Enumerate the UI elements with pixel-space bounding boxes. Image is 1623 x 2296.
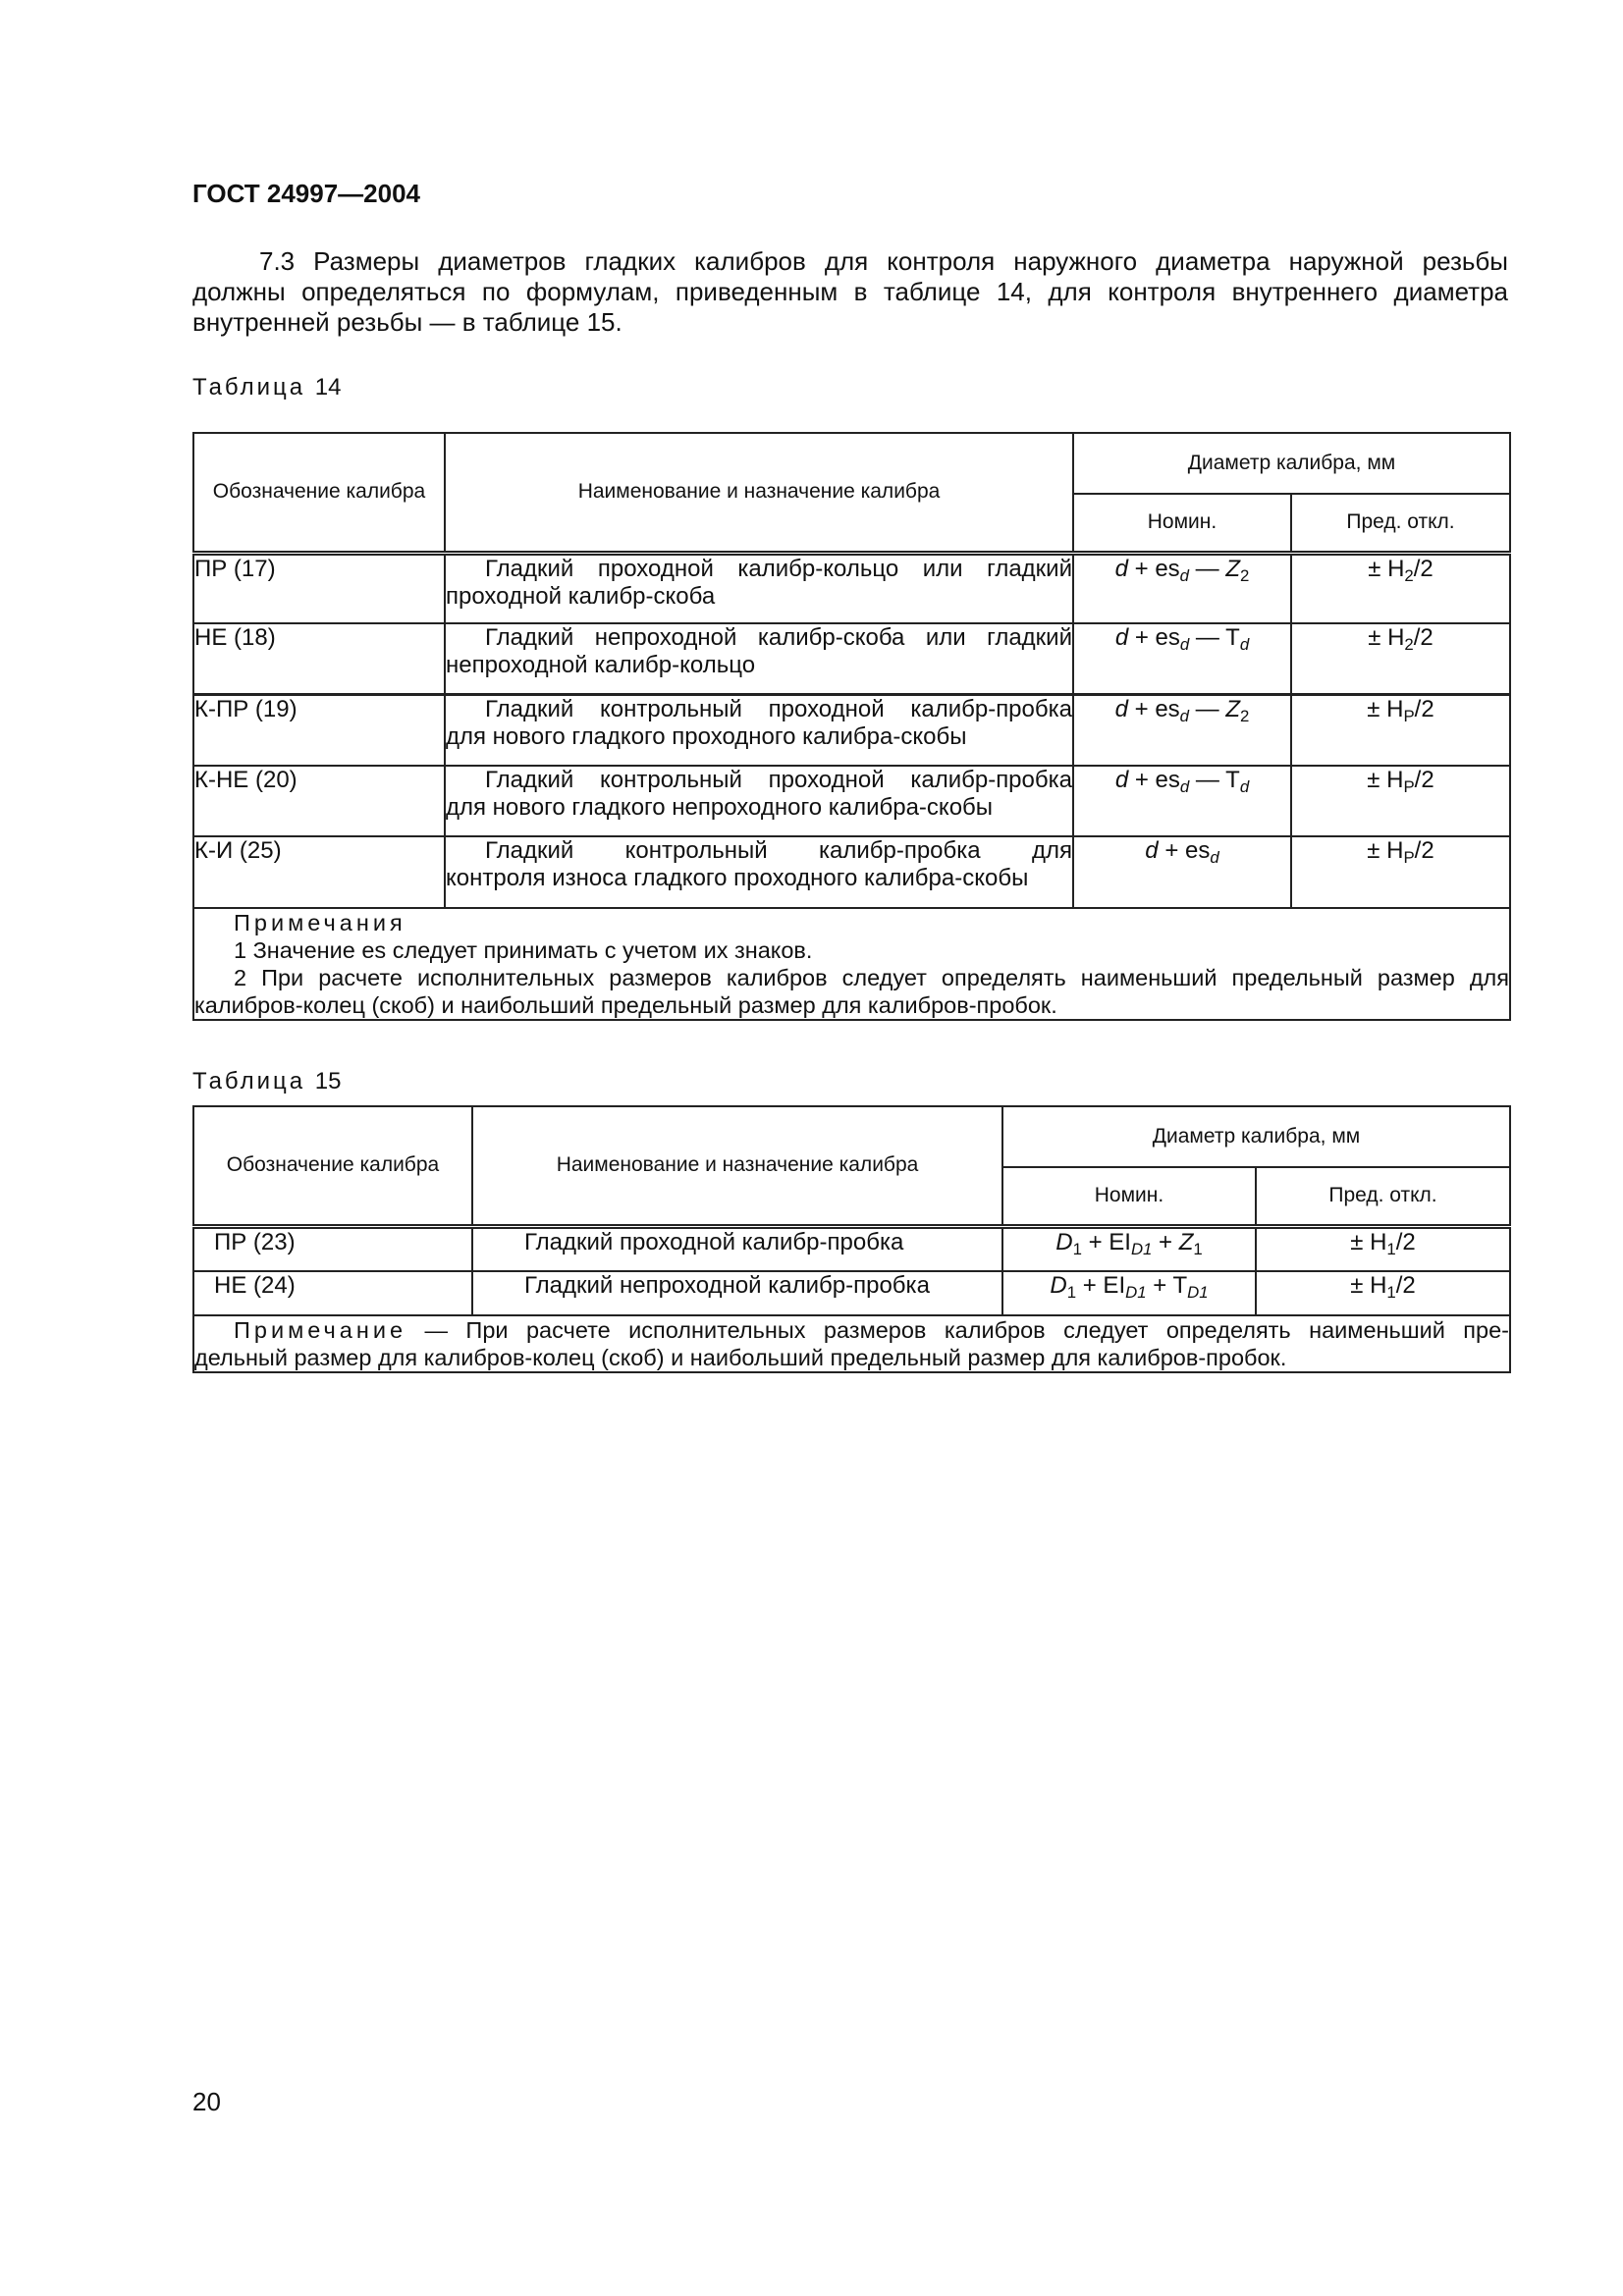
- header-diameter: Диаметр калибра, мм: [1002, 1106, 1510, 1167]
- header-tolerance: Пред. откл.: [1291, 494, 1510, 553]
- cell-code: НЕ (24): [193, 1271, 472, 1315]
- cell-tolerance: ± $H_2/2$: [1291, 623, 1510, 694]
- table-row: [193, 1226, 1510, 1271]
- table-15: [192, 1105, 1511, 1373]
- header-designation: Обозначение калибра: [193, 433, 445, 553]
- cell-tolerance: ± $H_1/2$: [1256, 1271, 1510, 1315]
- note-item-continued: калибров-колец (скоб) и наибольший предельный размер для калибров-пробок.: [194, 992, 1057, 1018]
- document-header: ГОСТ 24997—2004: [192, 179, 420, 208]
- section-paragraph: [192, 246, 1508, 338]
- note-text: — При расчете исполнительных размеров калибров следует определять наименьший пре-: [406, 1317, 1509, 1343]
- caption-word: Таблица: [192, 374, 306, 400]
- cell-description: Гладкий проходной калибр-кольцо или гладкий проходной калибр-скоба: [445, 553, 1073, 623]
- table-row: [193, 1271, 1510, 1315]
- cell-code: ПР (23): [193, 1226, 472, 1271]
- cell-code: НЕ (18): [193, 623, 445, 694]
- table-note-row: [193, 1315, 1510, 1372]
- table-row: [193, 766, 1510, 836]
- note-item: 2 При расчете исполнительных размеров калибров следует определять наименьший предельный размер для: [234, 965, 1509, 990]
- cell-description: Гладкий контрольный калибр-пробка для контроля износа гладкого проходного калибра-скобы: [445, 836, 1073, 908]
- cell-description: Гладкий проходной калибр-пробка: [472, 1226, 1002, 1271]
- header-nominal: Номин.: [1002, 1167, 1256, 1226]
- cell-description: Гладкий контрольный проходной калибр-пробка для нового гладкого проходного калибра-скобы: [445, 694, 1073, 766]
- header-name: Наименование и назначение калибра: [445, 433, 1073, 553]
- table14-caption: [192, 374, 341, 401]
- cell-tolerance: ± $H_P/2$: [1291, 836, 1510, 908]
- cell-nominal: $D_1 + EI_{D1} + T_{D1}$: [1002, 1271, 1256, 1315]
- caption-number: 14: [314, 374, 342, 400]
- paragraph-line: внутренней резьбы — в таблице 15.: [192, 307, 622, 337]
- cell-nominal: $d + es_d$: [1073, 836, 1291, 908]
- table15-caption: [192, 1068, 341, 1095]
- cell-code: ПР (17): [193, 553, 445, 623]
- paragraph-line: 7.3 Размеры диаметров гладких калибров для контроля наружного диаметра наружной резьбы: [259, 246, 1508, 276]
- cell-code: К-НЕ (20): [193, 766, 445, 836]
- cell-description: Гладкий непроходной калибр-пробка: [472, 1271, 1002, 1315]
- header-name: Наименование и назначение калибра: [472, 1106, 1002, 1226]
- paragraph-line: должны определяться по формулам, приведенным в таблице 14, для контроля внутреннего диаметра: [192, 277, 1508, 306]
- note-title: Примечание: [234, 1317, 407, 1343]
- table-row: [193, 553, 1510, 623]
- cell-tolerance: ± $H_P/2$: [1291, 766, 1510, 836]
- note-item: 1 Значение es следует принимать с учетом их знаков.: [234, 937, 813, 963]
- table-note-row: [193, 908, 1510, 1020]
- header-nominal: Номин.: [1073, 494, 1291, 553]
- header-designation: Обозначение калибра: [193, 1106, 472, 1226]
- cell-nominal: $d + es_d$ — $Z_2$: [1073, 553, 1291, 623]
- note-line: [194, 1316, 1509, 1344]
- table-row: [193, 836, 1510, 908]
- caption-word: Таблица: [192, 1068, 306, 1095]
- cell-description: Гладкий непроходной калибр-скоба или гладкий непроходной калибр-кольцо: [445, 623, 1073, 694]
- cell-code: К-ПР (19): [193, 694, 445, 766]
- table-row: [193, 623, 1510, 694]
- cell-tolerance: ± $H_P/2$: [1291, 694, 1510, 766]
- note-title: Примечания: [234, 910, 406, 935]
- note-line-continued: дельный размер для калибров-колец (скоб) и наибольший предельный размер для калибров-пробок.: [194, 1345, 1287, 1370]
- table15-note: [193, 1315, 1510, 1372]
- table-row: [193, 694, 1510, 766]
- header-tolerance: Пред. откл.: [1256, 1167, 1510, 1226]
- cell-tolerance: ± $H_1/2$: [1256, 1226, 1510, 1271]
- cell-tolerance: ± $H_2/2$: [1291, 553, 1510, 623]
- caption-number: 15: [314, 1068, 342, 1095]
- table-14: [192, 432, 1511, 1021]
- table14-note: [193, 908, 1510, 1020]
- page-number: 20: [192, 2087, 221, 2116]
- cell-description: Гладкий контрольный проходной калибр-пробка для нового гладкого непроходного калибра-скобы: [445, 766, 1073, 836]
- cell-nominal: $d + es_d$ — $T_d$: [1073, 766, 1291, 836]
- cell-code: К-И (25): [193, 836, 445, 908]
- cell-nominal: $d + es_d$ — $T_d$: [1073, 623, 1291, 694]
- header-diameter: Диаметр калибра, мм: [1073, 433, 1510, 494]
- cell-nominal: $D_1 + EI_{D1} + Z_1$: [1002, 1226, 1256, 1271]
- cell-nominal: $d + es_d$ — $Z_2$: [1073, 694, 1291, 766]
